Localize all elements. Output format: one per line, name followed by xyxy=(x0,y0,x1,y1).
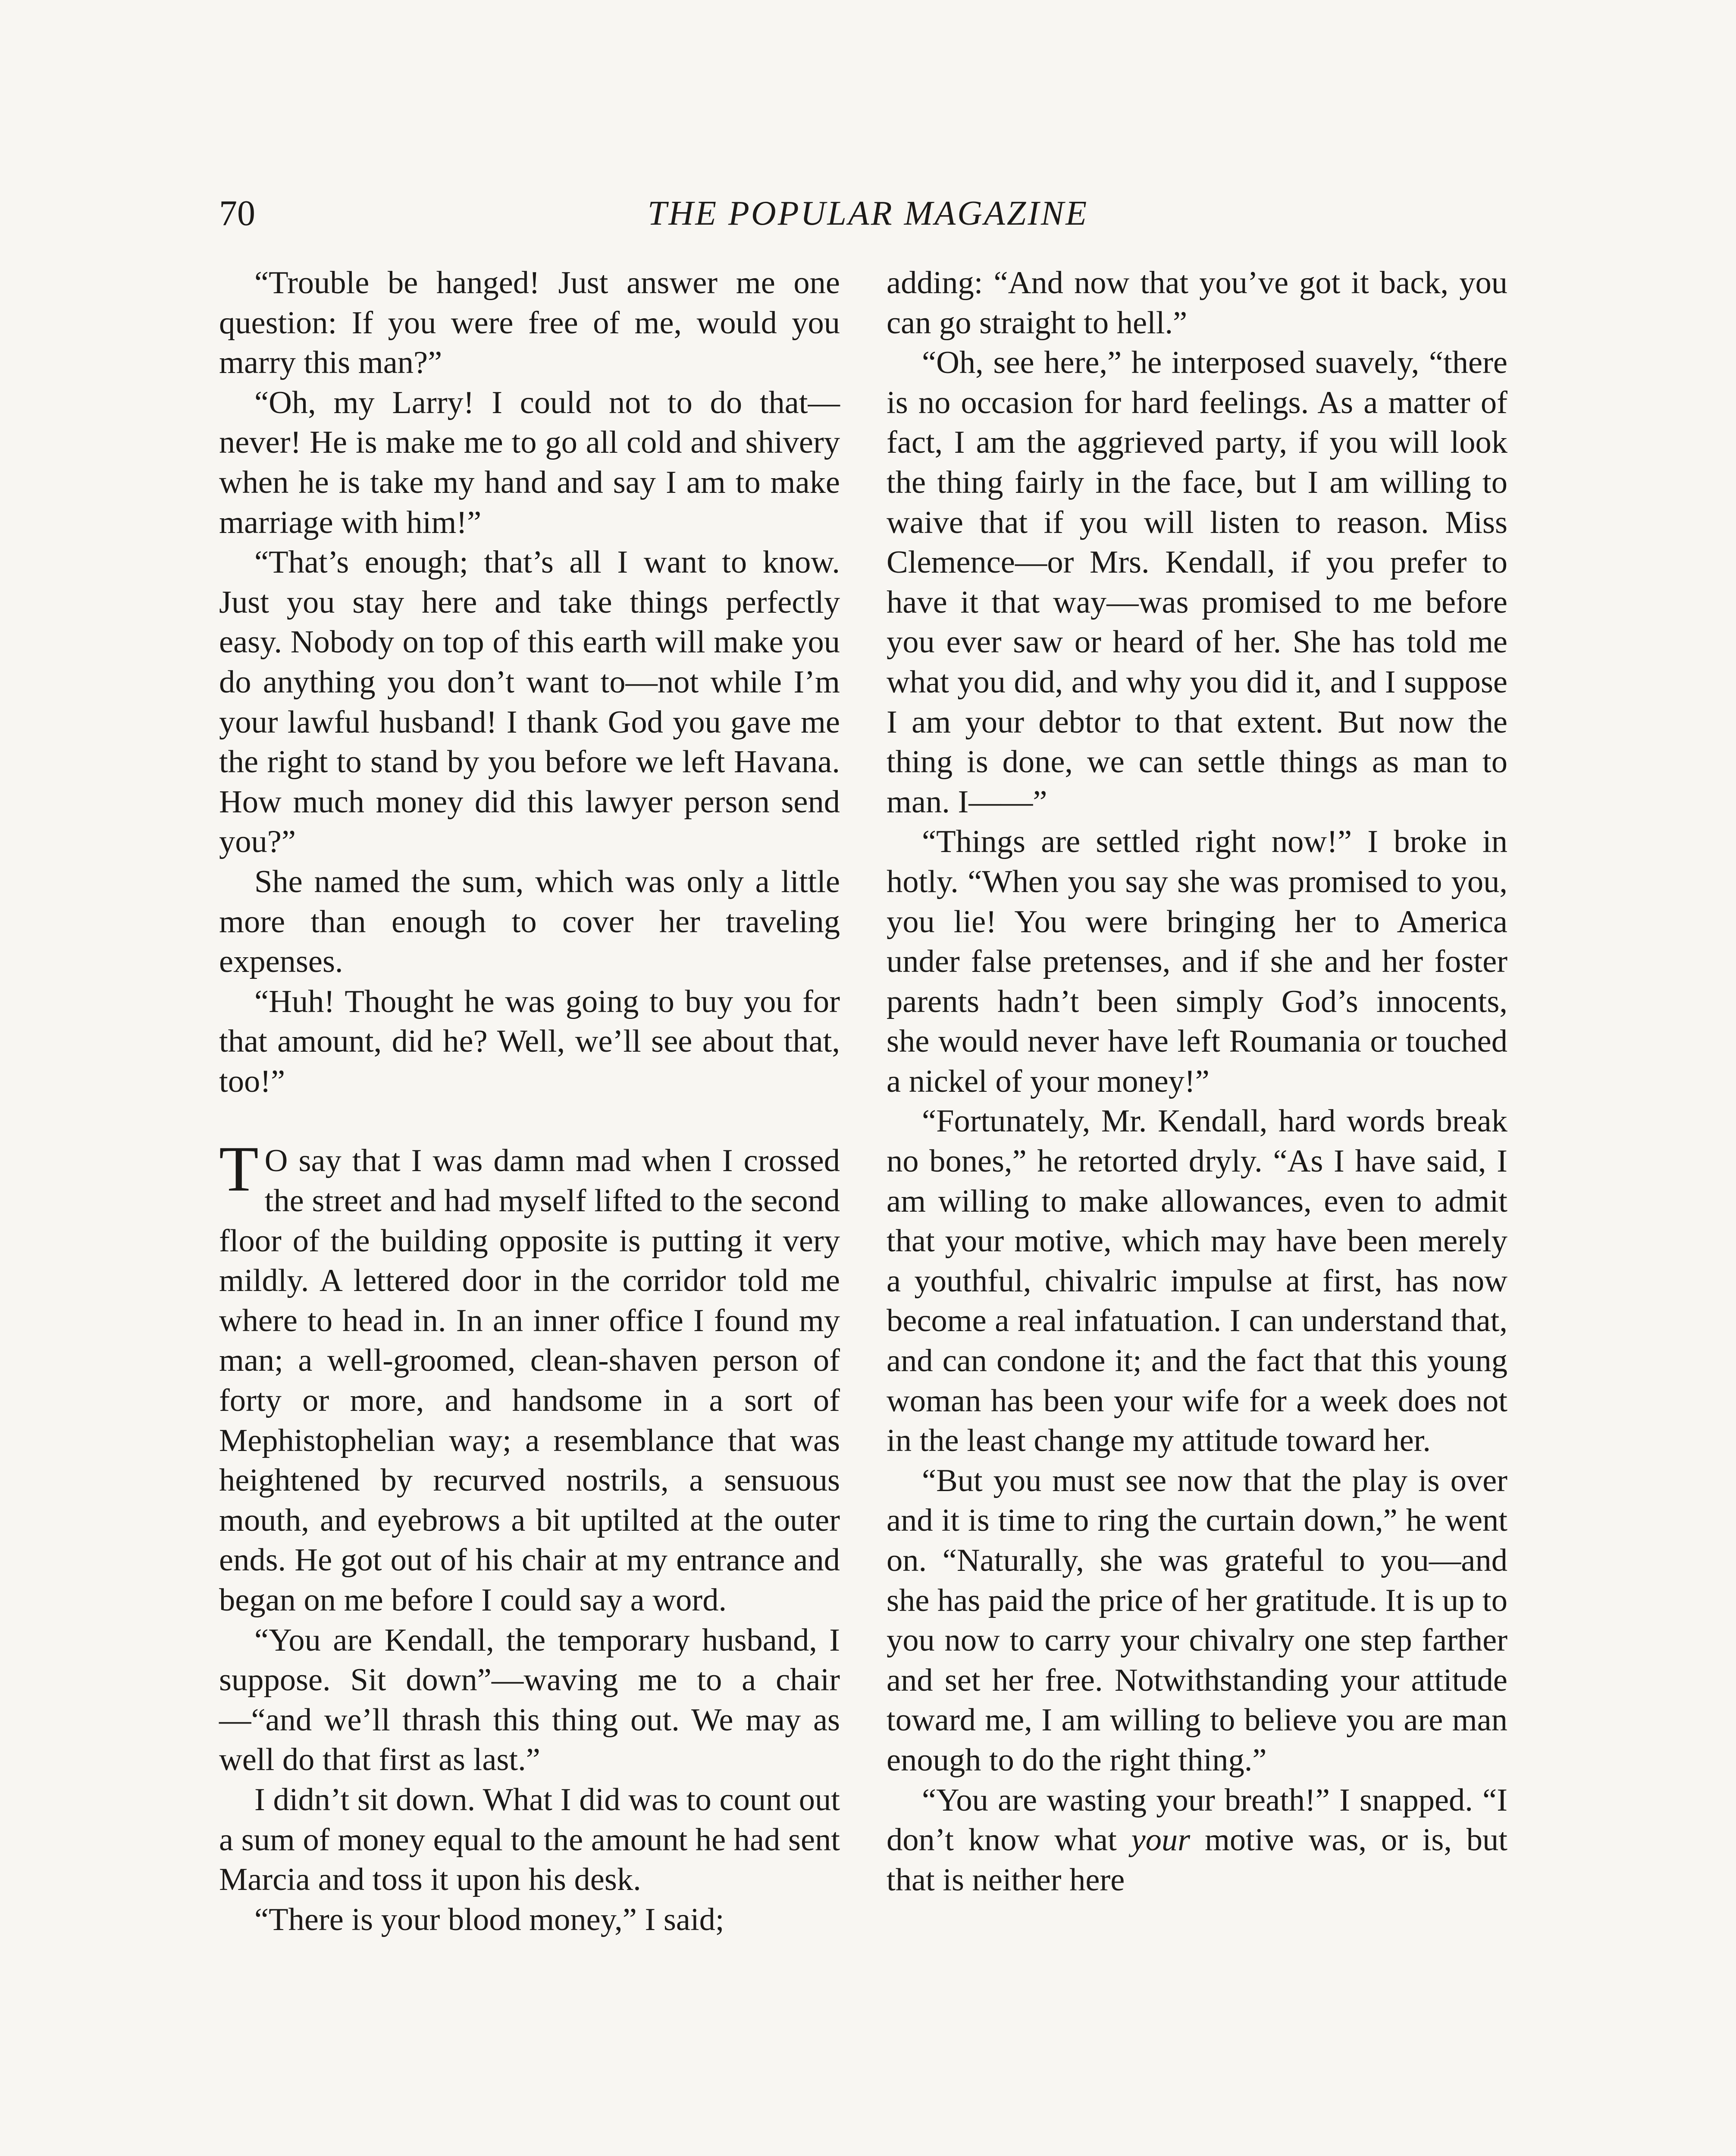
paragraph: “Oh, my Larry! I could not to do that—never! He is make me to go all cold and shivery when he is take my hand and say I am to make marriage with him!” xyxy=(219,385,840,540)
section-paragraph-text: O say that I was damn mad when I crossed the street and had myself lifted to the second floor of the building opposite is putting it very mildly. A lettered door in the corridor told me where to head in. In an inner office I found my man; a well-groomed, clean-shaven person of forty or more, and handsome in a sort of Mephistophelian way; a resemblance that was heightened by recurved nostrils, a sensuous mouth, and eyebrows a bit uptilted at the outer ends. He got out of his chair at my entrance and began on me before I could say a word. xyxy=(219,1143,840,1618)
section-opening-paragraph xyxy=(219,1133,840,1620)
right-column xyxy=(887,263,1507,1900)
italic-text: your xyxy=(1131,1822,1191,1858)
continued-paragraph: adding: “And now that you’ve got it back, you can go straight to hell.” xyxy=(887,265,1507,341)
left-column xyxy=(219,263,840,1940)
text-run: motive was, or is, but that is neither here xyxy=(887,1822,1508,1898)
paragraph: “Things are settled right now!” I broke in hotly. “When you say she was promised to you, you lie! You were bringing her to America under false pretenses, and if she and her foster parents hadn’t been simply God’s innocents, she would never have left Roumania or touched a nickel of your money!” xyxy=(887,824,1507,1099)
paragraph: She named the sum, which was only a little more than enough to cover her traveling expenses. xyxy=(219,864,840,980)
paragraph: “That’s enough; that’s all I want to know. Just you stay here and take things perfectly easy. Nobody on top of this earth will make you do anything you don’t want to—not while I’m your lawful husband! I thank God you gave me the right to stand by you before we left Havana. How much money did this lawyer person send you?” xyxy=(219,545,840,860)
running-title: THE POPULAR MAGAZINE xyxy=(647,194,1089,232)
page-header xyxy=(219,190,1517,237)
paragraph: “There is your blood money,” I said; xyxy=(254,1902,724,1937)
paragraph-last xyxy=(887,1780,1507,1900)
text-run: “You are wasting your breath!” I snapped. “I don’t know what xyxy=(887,1782,1507,1858)
paragraph: “Trouble be hanged! Just answer me one question: If you were free of me, would you marry this man?” xyxy=(219,265,840,381)
paragraph: “You are Kendall, the temporary husband, I suppose. Sit down”—waving me to a chair—“and we’ll thrash this thing out. We may as well do that first as last.” xyxy=(219,1622,840,1778)
drop-cap: T xyxy=(219,1133,259,1205)
paragraph: “Huh! Thought he was going to buy you for that amount, did he? Well, we’ll see about that, too!” xyxy=(219,984,840,1099)
paragraph: “Oh, see here,” he interposed suavely, “there is no occasion for hard feelings. As a matter of fact, I am the aggrieved party, if you will look the thing fairly in the face, but I am willing to waive that if you will listen to reason. Miss Clemence—or Mrs. Kendall, if you prefer to have it that way—was promised to me before you ever saw or heard of her. She has told me what you did, and why you did it, and I suppose I am your debtor to that extent. But now the thing is done, we can settle things as man to man. I——” xyxy=(887,345,1507,820)
paragraph: “Fortunately, Mr. Kendall, hard words break no bones,” he retorted dryly. “As I have said, I am willing to make allowances, even to admit that your motive, which may have been merely a youthful, chivalric impulse at first, has now become a real infatuation. I can understand that, and can condone it; and the fact that this young woman has been your wife for a week does not in the least change my attitude toward her. xyxy=(887,1103,1507,1459)
paragraph: I didn’t sit down. What I did was to count out a sum of money equal to the amount he had sent Marcia and toss it upon his desk. xyxy=(219,1782,840,1898)
page-number: 70 xyxy=(219,193,255,233)
paragraph: “But you must see now that the play is over and it is time to ring the curtain down,” he went on. “Naturally, she was grateful to you—and she has paid the price of her gratitude. It is up to you now to carry your chivalry one step farther and set her free. Notwithstanding your attitude toward me, I am willing to believe you are man enough to do the right thing.” xyxy=(887,1463,1507,1778)
